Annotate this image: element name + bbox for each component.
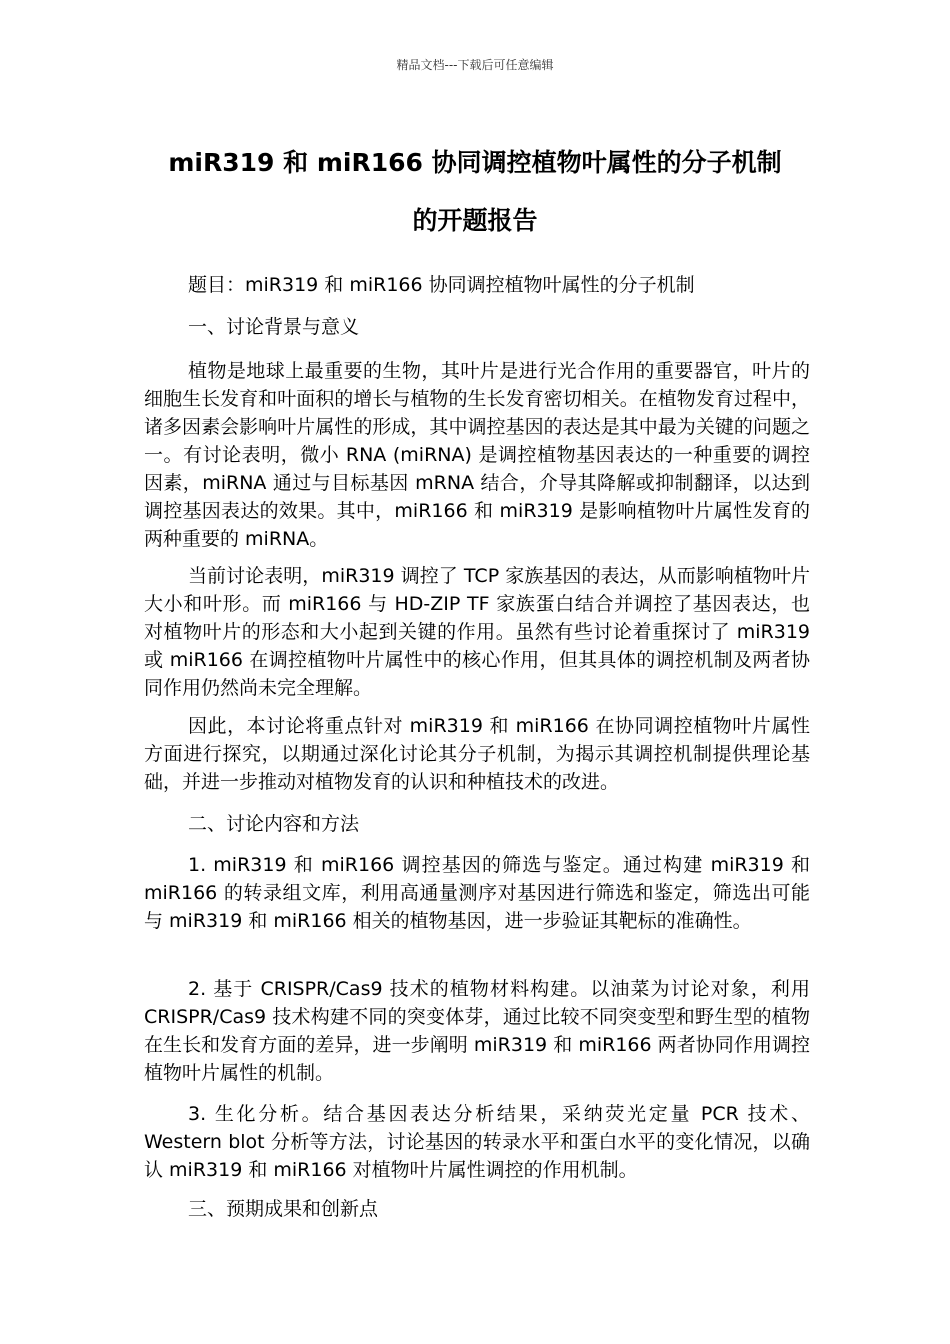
method-item-1: 1. miR319 和 miR166 调控基因的筛选与鉴定。通过构建 miR319 和 miR166 的转录组文库，利用高通量测序对基因进行筛选和鉴定，筛选出可能与 miR319 和 miR166 相关的植物基因，进一步验证其靶标的准确性。 — [144, 854, 810, 932]
topic-line: 题目：miR319 和 miR166 协同调控植物叶属性的分子机制 — [188, 274, 695, 296]
document-title — [100, 134, 850, 250]
background-paragraph-3: 因此，本讨论将重点针对 miR319 和 miR166 在协同调控植物叶片属性方面进行探究，以期通过深化讨论其分子机制，为揭示其调控机制提供理论基础，并进一步推动对植物发育的认识和种植技术的改进。 — [144, 715, 810, 793]
background-paragraph-2: 当前讨论表明，miR319 调控了 TCP 家族基因的表达，从而影响植物叶片大小和叶形。而 miR166 与 HD-ZIP TF 家族蛋白结合并调控了基因表达，也对植物叶片的形态和大小起到关键的作用。虽然有些讨论着重探讨了 miR319 或 miR166 在调控植物叶片属性中的核心作用，但其具体的调控机制及两者协同作用仍然尚未完全理解。 — [144, 565, 810, 699]
title-line-2: 的开题报告 — [412, 206, 538, 235]
method-item-3: 3. 生化分析。结合基因表达分析结果，采纳荧光定量 PCR 技术、Western blot 分析等方法，讨论基因的转录水平和蛋白水平的变化情况，以确认 miR319 和 miR166 对植物叶片属性调控的作用机制。 — [144, 1103, 810, 1181]
background-paragraph-1: 植物是地球上最重要的生物，其叶片是进行光合作用的重要器官，叶片的细胞生长发育和叶面积的增长与植物的生长发育密切相关。在植物发育过程中，诸多因素会影响叶片属性的形成，其中调控基因的表达是其中最为关键的问题之一。有讨论表明，微小 RNA (miRNA) 是调控植物基因表达的一种重要的调控因素，miRNA 通过与目标基因 mRNA 结合，介导其降解或抑制翻译，以达到调控基因表达的效果。其中，miR166 和 miR319 是影响植物叶片属性发育的两种重要的 miRNA。 — [144, 360, 810, 550]
section-heading-content-methods: 二、讨论内容和方法 — [188, 813, 360, 835]
title-line-1: miR319 和 miR166 协同调控植物叶属性的分子机制 — [168, 148, 782, 177]
section-heading-expected-results: 三、预期成果和创新点 — [188, 1198, 379, 1220]
method-item-2: 2. 基于 CRISPR/Cas9 技术的植物材料构建。以油菜为讨论对象，利用 CRISPR/Cas9 技术构建不同的突变体芽，通过比较不同突变型和野生型的植物在生长和发育方面的差异，进一步阐明 miR319 和 miR166 两者协同作用调控植物叶片属性的机制。 — [144, 978, 810, 1084]
page-header-note: 精品文档---下载后可任意编辑 — [396, 58, 554, 72]
section-heading-background: 一、讨论背景与意义 — [188, 316, 360, 338]
